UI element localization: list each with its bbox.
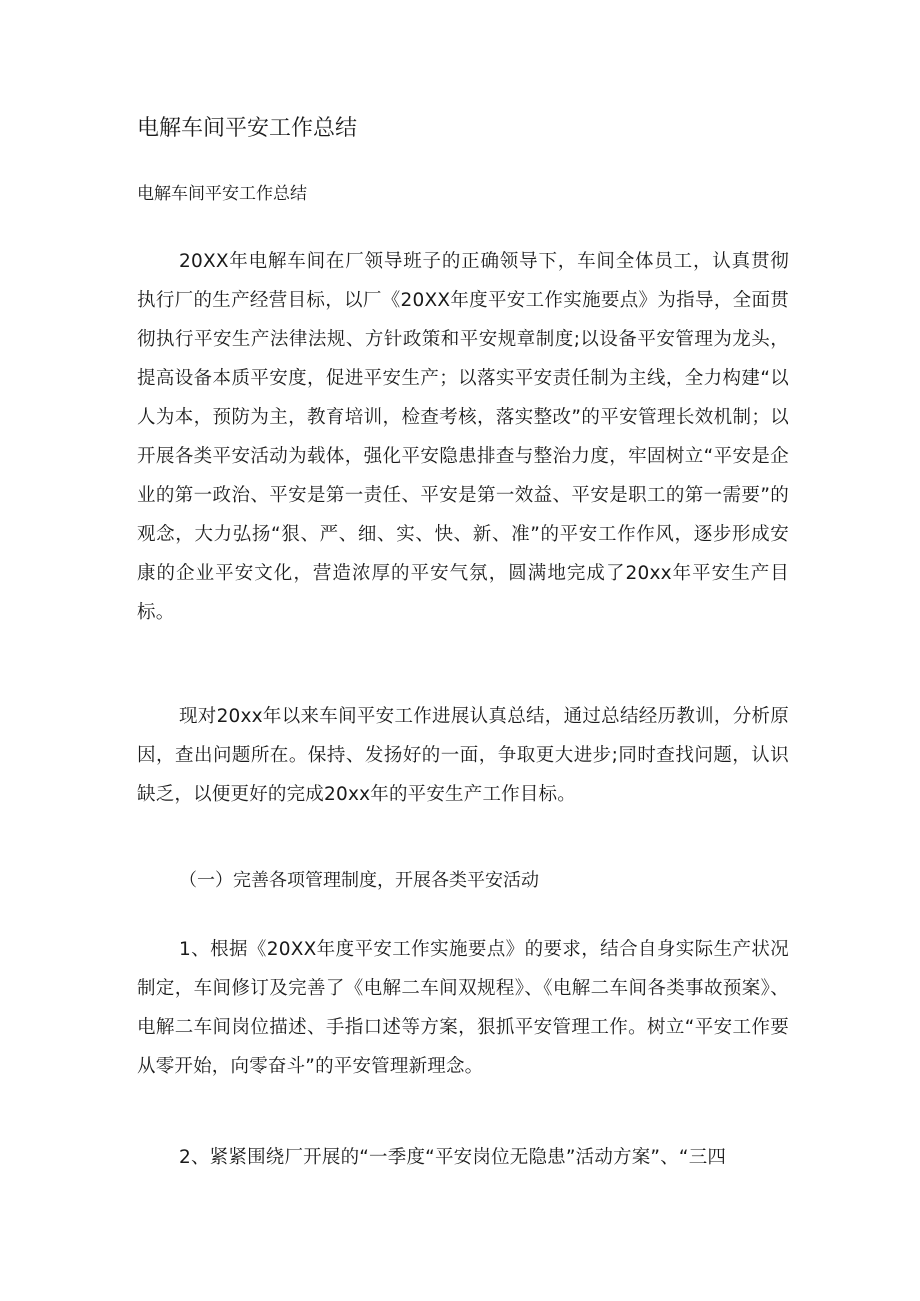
list-item: 2、紧紧围绕厂开展的“一季度“平安岗位无隐患”活动方案”、“三四 bbox=[179, 1147, 727, 1168]
document-subtitle: 电解车间平安工作总结 bbox=[137, 184, 307, 204]
section-heading: （一）完善各项管理制度，开展各类平安活动 bbox=[179, 870, 539, 891]
document-title: 电解车间平安工作总结 bbox=[137, 116, 358, 141]
list-item: 1、根据《20XX年度平安工作实施要点》的要求，结合自身实际生产状况制定，车间修订及完善了《电解二车间双规程》、《电解二车间各类事故预案》、电解二车间岗位描述、手指口述等方案，狠抓平安管理工作。树立“平安工作要从零开始，向零奋斗”的平安管理新理念。 bbox=[137, 939, 789, 1077]
body-paragraph: 20XX年电解车间在厂领导班子的正确领导下，车间全体员工，认真贯彻执行厂的生产经营目标，以厂《20XX年度平安工作实施要点》为指导，全面贯彻执行平安生产法律法规、方针政策和平安规章制度;以设备平安管理为龙头，提高设备本质平安度，促进平安生产；以落实平安责任制为主线，全力构建“以人为本，预防为主，教育培训，检查考核，落实整改”的平安管理长效机制；以开展各类平安活动为载体，强化平安隐患排查与整治力度，牢固树立“平安是企业的第一政治、平安是第一责任、平安是第一效益、平安是职工的第一需要”的观念，大力弘扬“狠、严、细、实、快、新、准”的平安工作作风，逐步形成安康的企业平安文化，营造浓厚的平安气氛，圆满地完成了20xx年平安生产目标。 bbox=[137, 251, 789, 623]
body-paragraph: 现对20xx年以来车间平安工作进展认真总结，通过总结经历教训，分析原因，查出问题所在。保持、发扬好的一面，争取更大进步;同时查找问题，认识缺乏，以便更好的完成20xx年的平安生产工作目标。 bbox=[137, 706, 789, 805]
